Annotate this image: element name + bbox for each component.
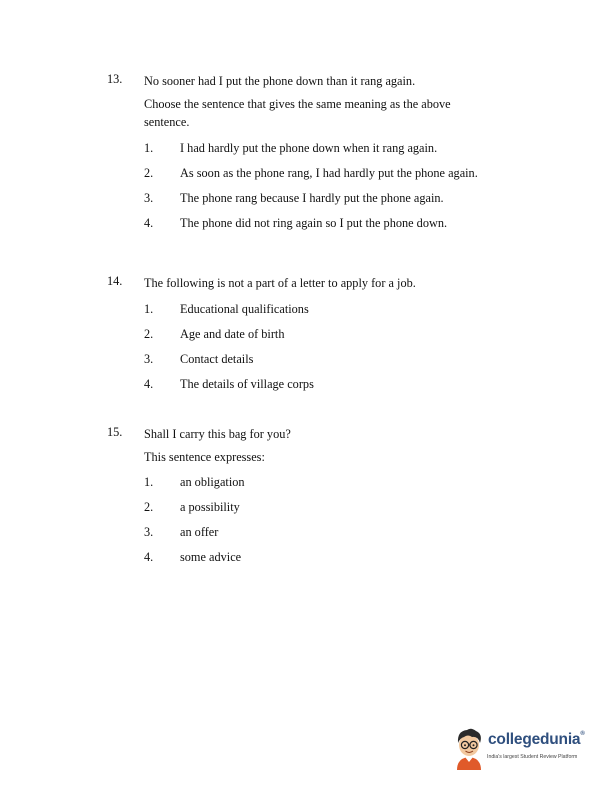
collegedunia-logo: [452, 726, 604, 772]
option-number: 3.: [144, 525, 154, 539]
question-number: 15.: [107, 425, 123, 439]
mascot-icon: [452, 726, 486, 772]
option-text: an obligation: [180, 475, 245, 489]
question-prompt: No sooner had I put the phone down than it rang again.: [144, 74, 416, 88]
option-text: I had hardly put the phone down when it rang again.: [180, 141, 438, 155]
logo-brand-text: collegedunia®: [488, 731, 585, 748]
question-number: 13.: [107, 72, 123, 86]
option-text: The details of village corps: [180, 377, 314, 391]
option-text: a possibility: [180, 500, 240, 514]
question-prompt: The following is not a part of a letter to apply for a job.: [144, 276, 416, 290]
option-text: some advice: [180, 550, 242, 564]
option-text: The phone did not ring again so I put the phone down.: [180, 216, 448, 230]
question-number: 14.: [107, 274, 123, 288]
option-number: 1.: [144, 302, 154, 316]
option-number: 2.: [144, 166, 154, 180]
option-number: 4.: [144, 550, 154, 564]
option-text: an offer: [180, 525, 219, 539]
logo-tagline: India's largest Student Review Platform: [487, 754, 578, 760]
question-prompt: Shall I carry this bag for you?: [144, 427, 291, 441]
option-number: 3.: [144, 352, 154, 366]
option-number: 2.: [144, 500, 154, 514]
option-number: 1.: [144, 141, 154, 155]
option-number: 2.: [144, 327, 154, 341]
option-number: 1.: [144, 475, 154, 489]
option-number: 4.: [144, 216, 154, 230]
option-number: 3.: [144, 191, 154, 205]
option-text: Contact details: [180, 352, 254, 366]
option-text: The phone rang because I hardly put the phone again.: [180, 191, 444, 205]
question-instruction: This sentence expresses:: [144, 450, 265, 464]
option-number: 4.: [144, 377, 154, 391]
question-instruction: Choose the sentence that gives the same meaning as the above sentence.: [144, 97, 451, 129]
option-text: Age and date of birth: [180, 327, 285, 341]
option-text: Educational qualifications: [180, 302, 309, 316]
option-text: As soon as the phone rang, I had hardly put the phone again.: [180, 166, 478, 180]
